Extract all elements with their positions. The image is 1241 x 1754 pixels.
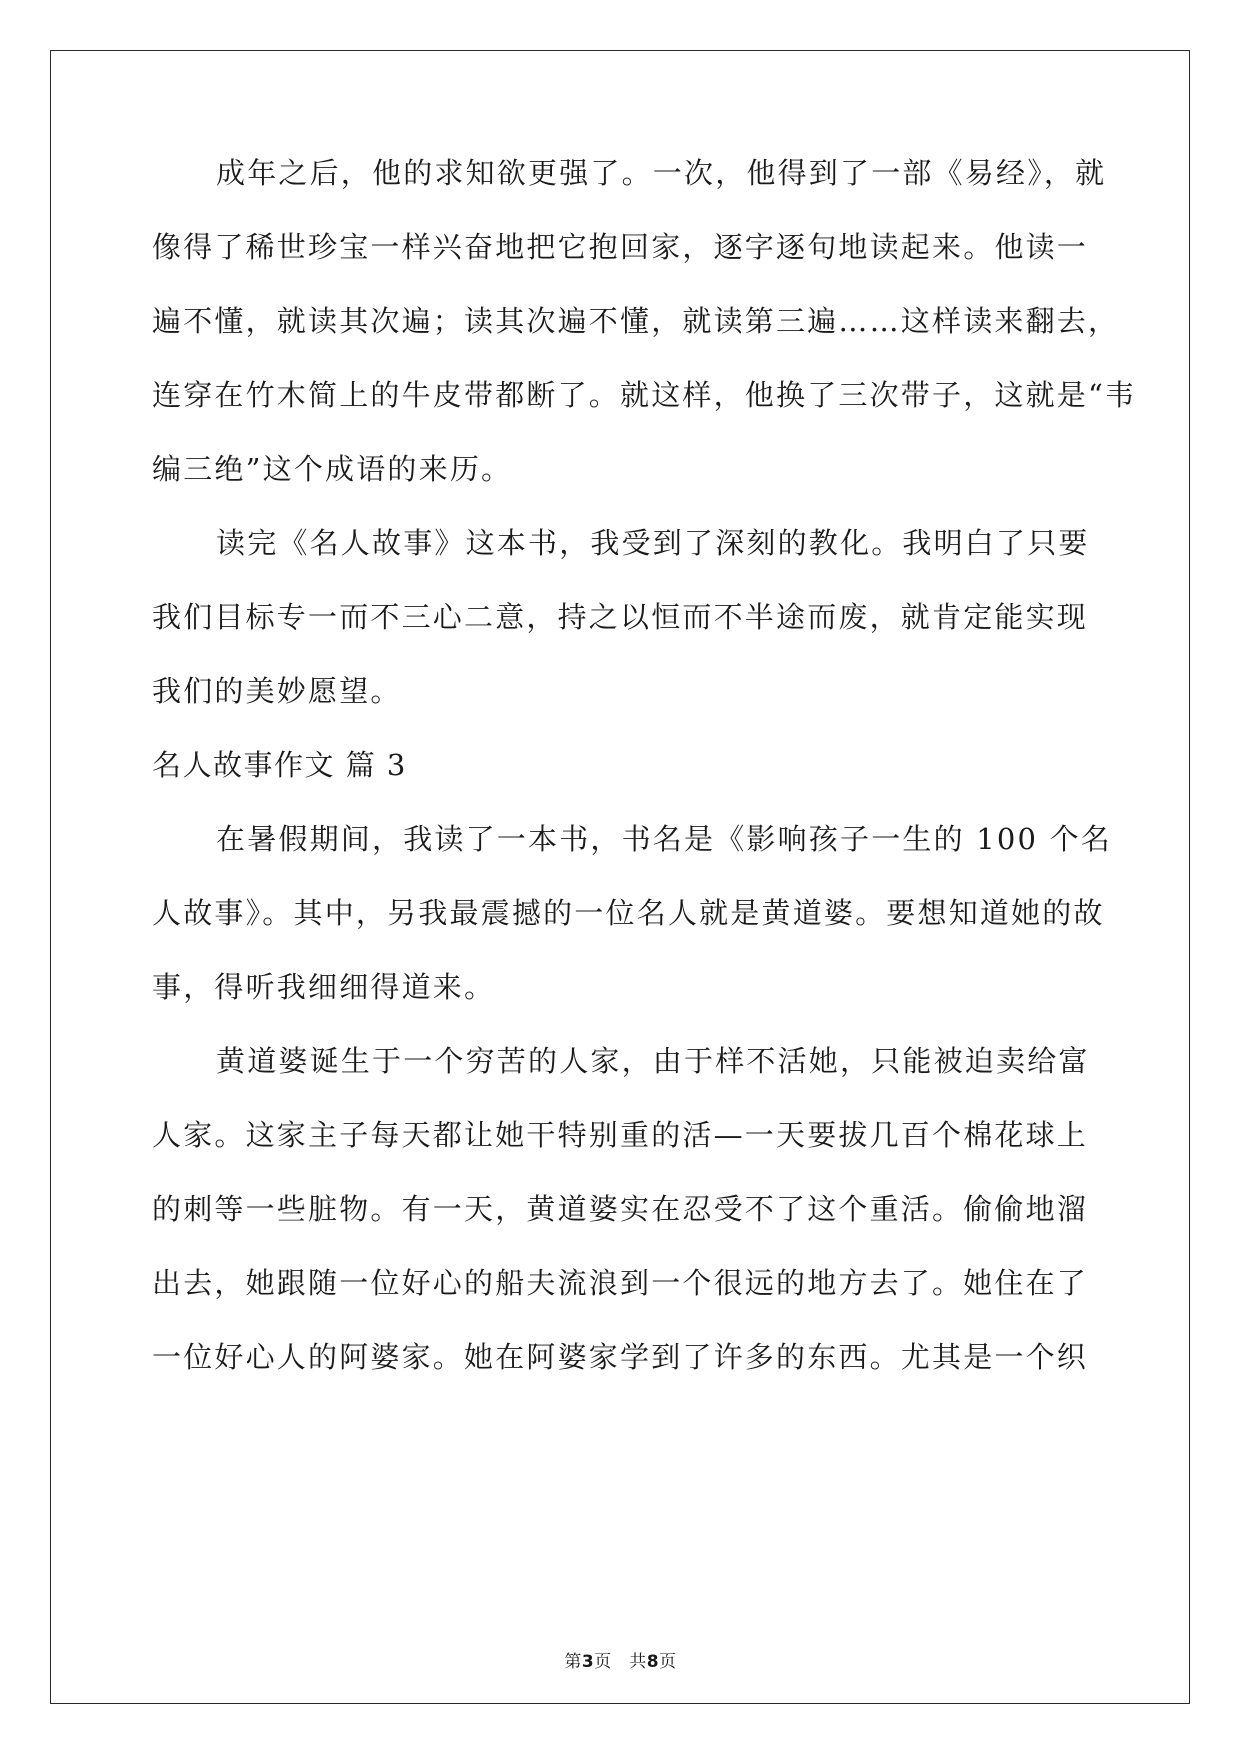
paragraph-line: 我们的美妙愿望。: [152, 674, 402, 708]
paragraph-line: 成年之后，他的求知欲更强了。一次，他得到了一部《易经》，就: [216, 156, 1107, 190]
paragraph-line: 事，得听我细细得道来。: [152, 970, 496, 1004]
page-border: [50, 50, 1190, 1704]
paragraph-line: 像得了稀世珍宝一样兴奋地把它抱回家，逐字逐句地读起来。他读一: [152, 230, 1089, 264]
footer-middle: 页 共: [594, 1652, 647, 1672]
paragraph-line: 读完《名人故事》这本书，我受到了深刻的教化。我明白了只要: [216, 526, 1090, 560]
section-heading: 名人故事作文 篇 3: [152, 748, 407, 782]
paragraph-line: 黄道婆诞生于一个穷苦的人家，由于样不活她，只能被迫卖给富: [216, 1044, 1090, 1078]
footer-prefix: 第: [564, 1652, 582, 1672]
paragraph-line: 人家。这家主子每天都让她干特别重的活—一天要拔几百个棉花球上: [152, 1118, 1089, 1152]
paragraph-line: 我们目标专一而不三心二意，持之以恒而不半途而废，就肯定能实现: [152, 600, 1089, 634]
paragraph-line: 一位好心人的阿婆家。她在阿婆家学到了许多的东西。尤其是一个织: [152, 1340, 1089, 1374]
paragraph-line: 的刺等一些脏物。有一天，黄道婆实在忍受不了这个重活。偷偷地溜: [152, 1192, 1089, 1226]
page-footer: [0, 1647, 1241, 1672]
footer-suffix: 页: [659, 1652, 677, 1672]
paragraph-line: 出去，她跟随一位好心的船夫流浪到一个很远的地方去了。她住在了: [152, 1266, 1089, 1300]
paragraph-line: 人故事》。其中，另我最震撼的一位名人就是黄道婆。要想知道她的故: [152, 896, 1105, 930]
paragraph-line: 连穿在竹木简上的牛皮带都断了。就这样，他换了三次带子，这就是“韦: [152, 378, 1137, 412]
paragraph-line: 在暑假期间，我读了一本书，书名是《影响孩子一生的 100 个名: [216, 822, 1112, 856]
paragraph-line: 遍不懂，就读其次遍；读其次遍不懂，就读第三遍……这样读来翻去，: [152, 304, 1120, 338]
paragraph-line: 编三绝”这个成语的来历。: [152, 452, 513, 486]
current-page-number: 3: [581, 1652, 595, 1672]
total-pages-number: 8: [646, 1652, 660, 1672]
